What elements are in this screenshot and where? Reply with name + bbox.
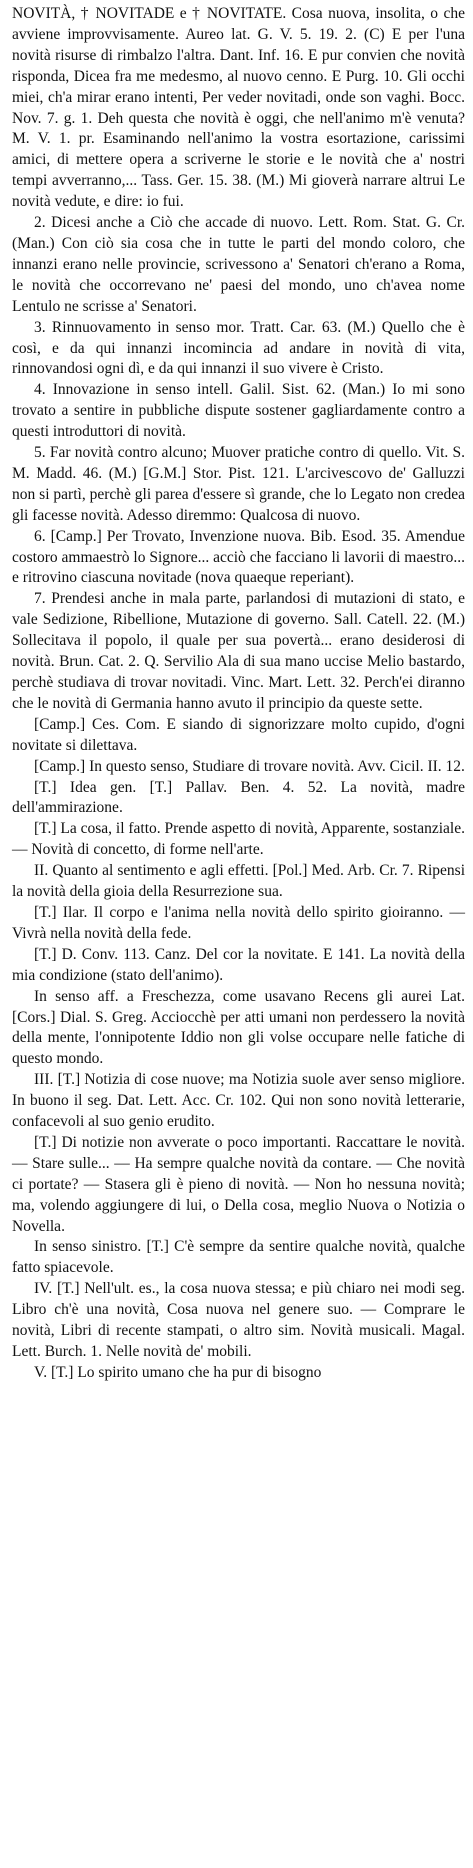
idea-gen-paragraph: [T.] Idea gen. [T.] Pallav. Ben. 4. 52. La novità, madre dell'ammirazione. xyxy=(12,778,465,817)
sense-II-ilar-paragraph: [T.] Ilar. Il corpo e l'anima nella novità dello spirito gioiranno. — Vivrà nella novità della fede. xyxy=(12,903,465,942)
sense-4-paragraph: 4. Innovazione in senso intell. Galil. Sist. 62. (Man.) Io mi sono trovato a sentire in pubbliche dispute sostener gagliardamente contro a questi introduttori di novità. xyxy=(12,381,465,441)
sense-II-freschezza-paragraph: In senso aff. a Freschezza, come usavano Recens gli aurei Lat. [Cors.] Dial. S. Greg. Acciocchè per atti umani non perdessero la novità della mente, l'onnipotente Iddio non gli volse occupare nelle fatiche di questo mondo. xyxy=(12,987,465,1068)
sense-V-paragraph: V. [T.] Lo spirito umano che ha pur di bisogno xyxy=(34,1363,322,1381)
sense-7-paragraph: 7. Prendesi anche in mala parte, parlandosi di mutazioni di stato, e vale Sedizione, Ribellione, Mutazione di governo. Sall. Catell. 22. (M.) Sollecitava il popolo, il quale per sua povertà... erano desiderosi di novità. Brun. Cat. 2. Q. Servilio Ala di sua mano uccise Melio bastardo, perchè studiava di trovar novitadi. Vinc. Mart. Lett. 32. Perch'ei diranno che le novità di Germania hanno avuto il principio da queste sette. xyxy=(12,590,465,712)
cosa-fatto-paragraph: [T.] La cosa, il fatto. Prende aspetto di novità, Apparente, sostanziale. — Novità di concetto, di forme nell'arte. xyxy=(12,820,465,859)
sense-III-paragraph: III. [T.] Notizia di cose nuove; ma Notizia suole aver senso migliore. In buono il seg. Dat. Lett. Acc. Cr. 102. Qui non sono novità letterarie, confacevoli al suo genio erudito. xyxy=(12,1071,465,1131)
sense-3-paragraph: 3. Rinnuovamento in senso mor. Tratt. Car. 63. (M.) Quello che è così, e da qui innanzi incomincia ad andare in novità di vita, rinnovandosi ogni dì, e da qui innanzi il suo vivere è Cristo. xyxy=(12,318,465,378)
sense-7-camp-paragraph: [Camp.] Ces. Com. E siando di signorizzare molto cupido, d'ogni novitate si dilettava. xyxy=(12,715,465,754)
sense-III-sinistro-paragraph: In senso sinistro. [T.] C'è sempre da sentire qualche novità, qualche fatto spiacevole. xyxy=(12,1238,465,1277)
sense-IV-paragraph: IV. [T.] Nell'ult. es., la cosa nuova stessa; e più chiaro nei modi seg. Libro ch'è una novità, Cosa nuova nel genere suo. — Comprare le novità, Libri di recente stampati, o altro sim. Novità musicali. Magal. Lett. Burch. 1. Nelle novità de' mobili. xyxy=(12,1280,465,1360)
sense-III-notizie-paragraph: [T.] Di notizie non avverate o poco importanti. Raccattare le novità. — Stare sulle... — Ha sempre qualche novità da contare. — Che novità ci portate? — Stasera gli è pieno di novità. — Non ho nessuna novità; ma, volendo aggiungere di lui, o Della cosa, meglio Nuova o Notizia o Novella. xyxy=(12,1133,465,1235)
sense-7-camp2-paragraph: [Camp.] In questo senso, Studiare di trovare novità. Avv. Cicil. II. 12. xyxy=(34,757,465,775)
sense-II-conv-paragraph: [T.] D. Conv. 113. Canz. Del cor la novitate. E 141. La novità della mia condizione (stato dell'animo). xyxy=(12,945,465,984)
sense-2-paragraph: 2. Dicesi anche a Ciò che accade di nuovo. Lett. Rom. Stat. G. Cr. (Man.) Con ciò sia cosa che in tutte le parti del mondo coloro, che innanzi erano nelle provincie, scrivessono a' Senatori ch'erano a Roma, le novità che occorrevano ne' paesi del mondo, uno ch'avea nome Lentulo ne scrisse a' Senatori. xyxy=(12,214,465,315)
sense-II-paragraph: II. Quanto al sentimento e agli effetti. [Pol.] Med. Arb. Cr. 7. Ripensi la novità della gioia della Resurrezione sua. xyxy=(12,862,465,901)
sense-5-paragraph: 5. Far novità contro alcuno; Muover pratiche contro di quello. Vit. S. M. Madd. 46. (M.) [G.M.] Stor. Pist. 121. L'arcivescovo de' Galluzzi non si partì, perchè gli parea d'essere sì grande, che lo Legato non credea gli facesse novità. Adesso diremmo: Qualcosa di nuovo. xyxy=(12,444,465,524)
entry-headword-paragraph: NOVITÀ, † NOVITADE e † NOVITATE. Cosa nuova, insolita, o che avviene improvvisamente. Aureo lat. G. V. 5. 19. 2. (C) E per l'una novità risurse di rimbalzo l'altra. Dant. Inf. 16. E pur convien che novità risponda, Dicea fra me medesmo, al nuovo cenno. E Purg. 10. Gli occhi miei, ch'a mirar erano intenti, Per veder novitadi, onde son vaghi. Bocc. Nov. 7. g. 1. Deh questa che novità è oggi, che nell'animo m'è venuta? M. V. 1. pr. Esaminando nell'animo la vostra esortazione, carissimi amici, di mettere opera a scriverne le storie e le novità che a' nostri tempi avverranno,... Tass. Ger. 15. 38. (M.) Mi gioverà narrare altrui Le novità vedute, e dire: io fui. xyxy=(12,5,465,211)
sense-6-paragraph: 6. [Camp.] Per Trovato, Invenzione nuova. Bib. Esod. 35. Amendue costoro ammaestrò lo Signore... acciò che facciano li lavorii di maestro... e ritrovino ciascuna novitade (nova quaeque reperiant). xyxy=(12,527,465,587)
